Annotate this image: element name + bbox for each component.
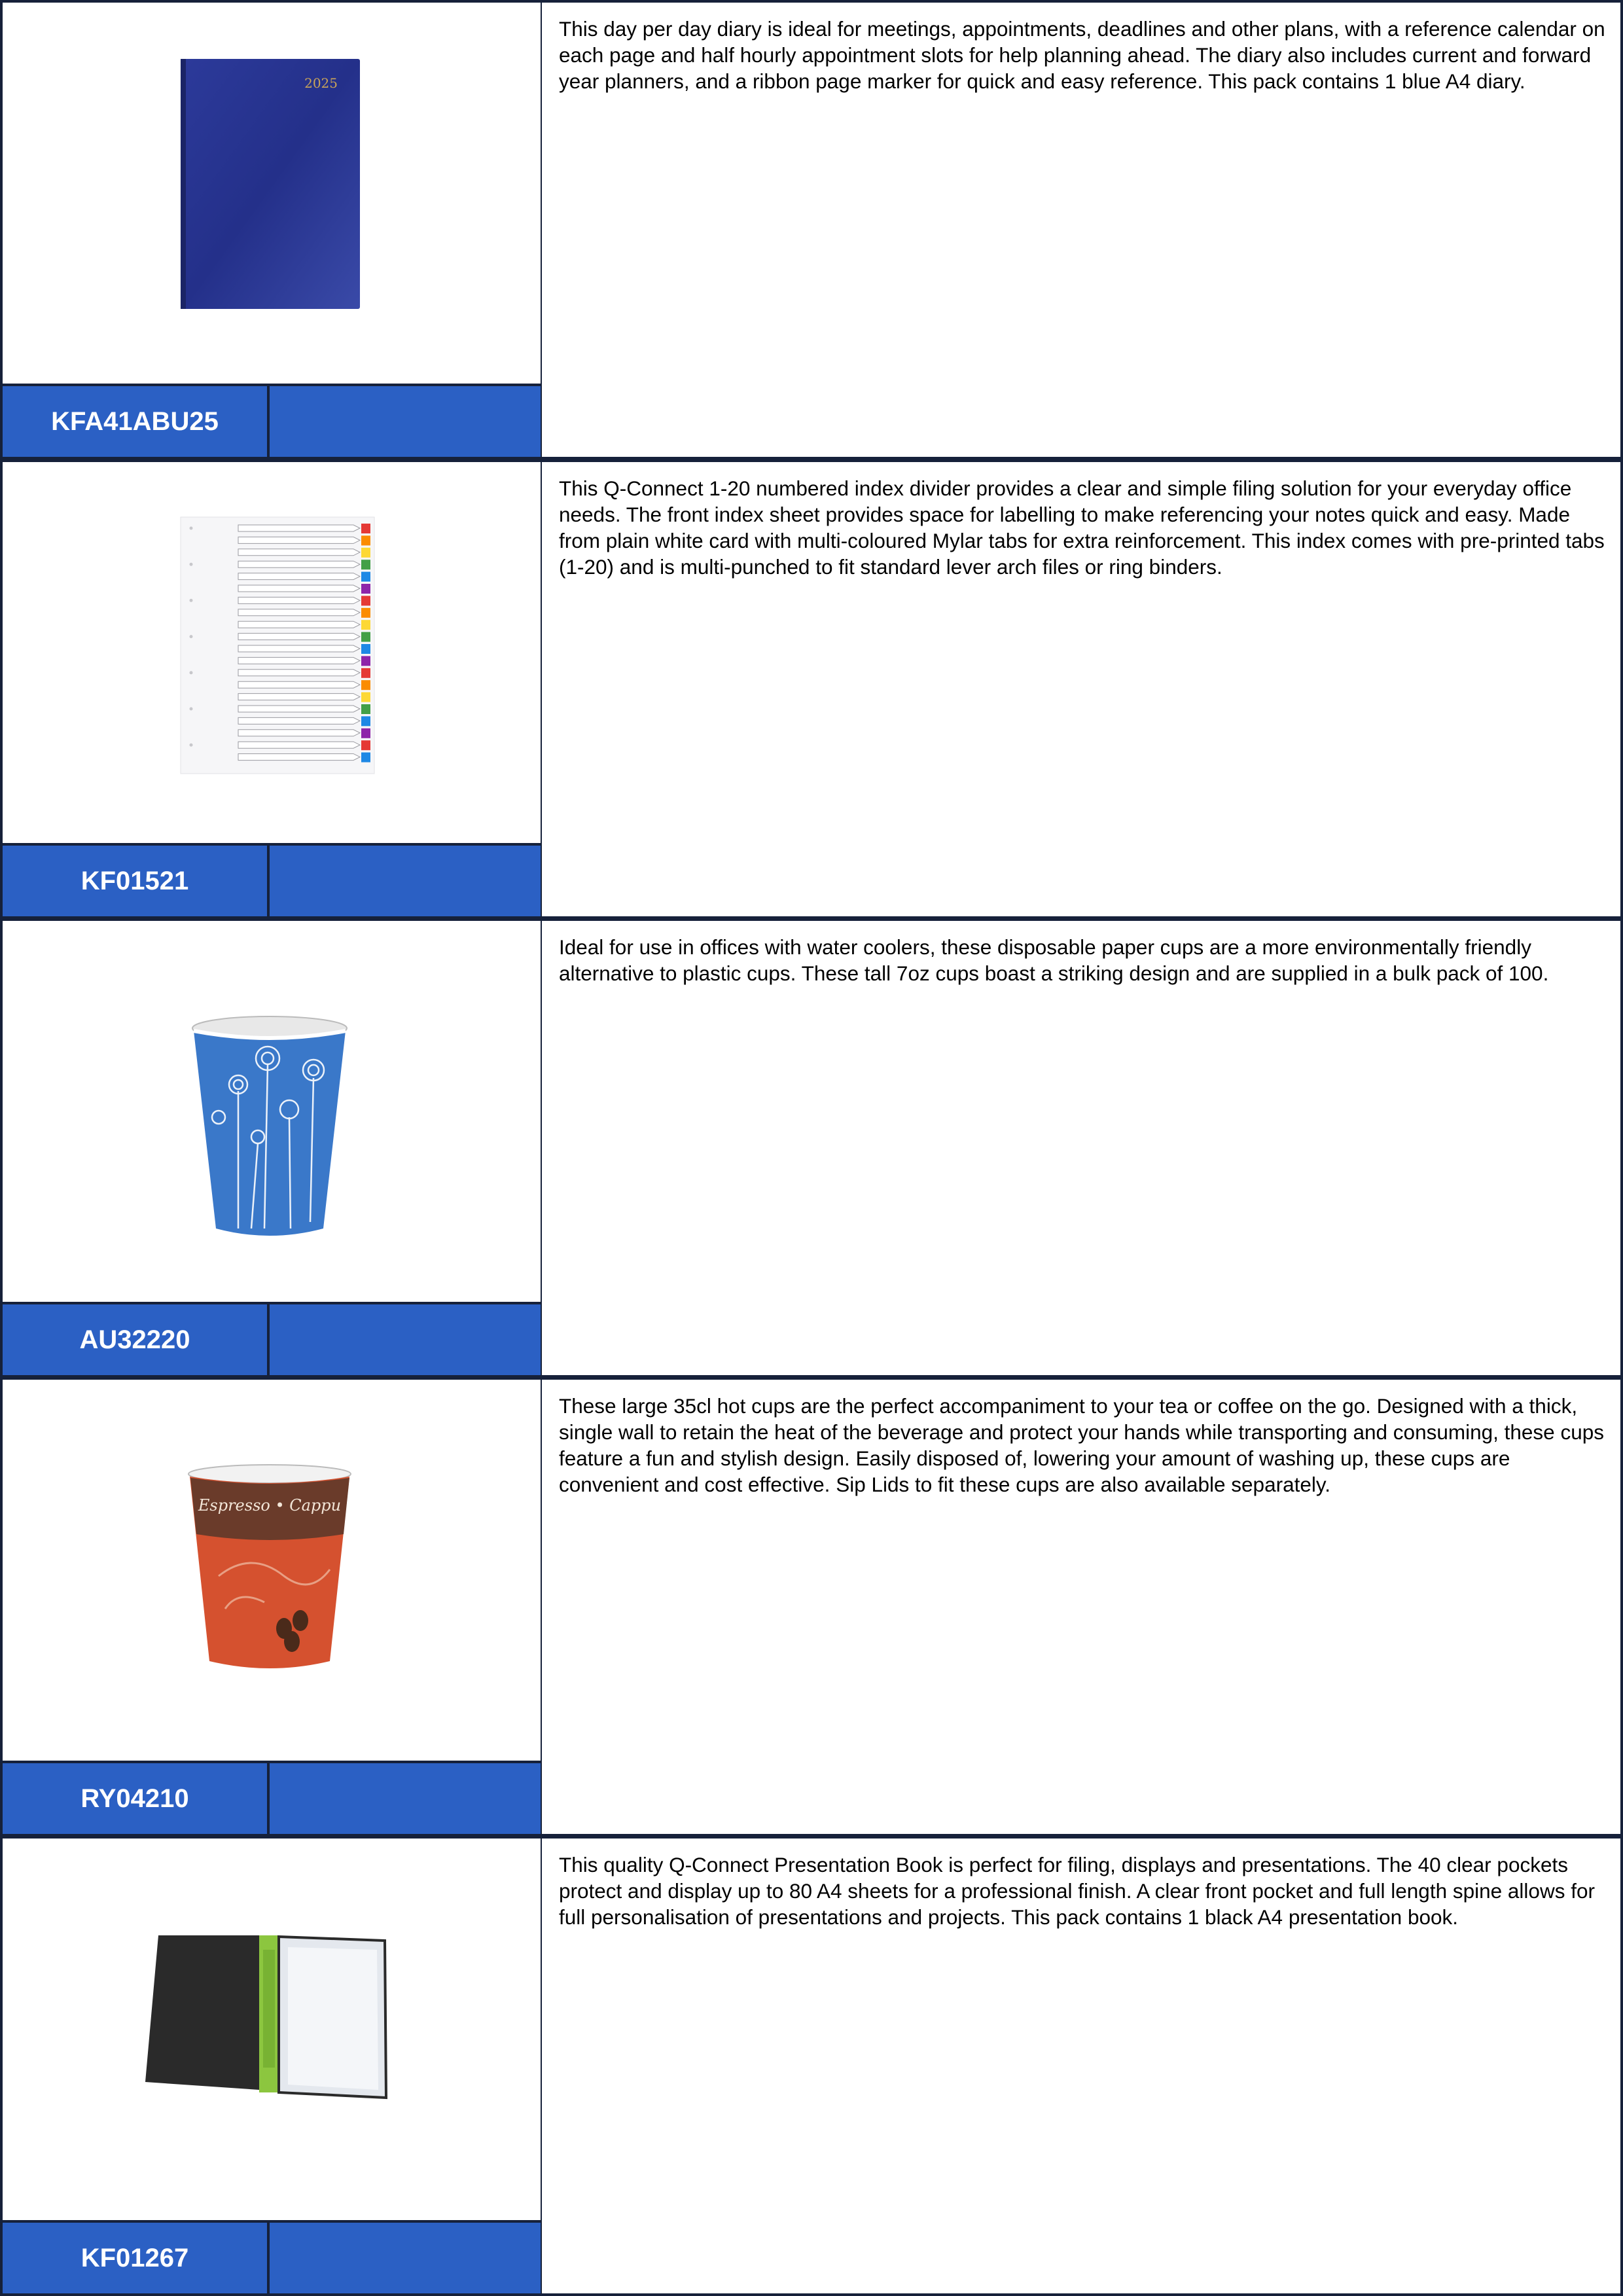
punch-hole [190,671,193,674]
product-image-area [3,462,541,846]
product-description-cell [541,1377,1623,1837]
presentation-book-image [3,1839,539,2222]
product-image-cell [0,1377,542,1837]
divider-row-line [238,609,360,616]
product-description: This Q-Connect 1-20 numbered index divider provides a clear and simple filing solution for your everyday office needs. The front index sheet provides space for labelling to make referencing your notes quick and easy. Made from plain white card with multi-coloured Mylar tabs for extra reinforcement. This index comes with pre-printed tabs (1-20) and is multi-punched to fit standard lever arch files or ring binders. [559,476,1605,579]
product-image-cell [0,459,542,919]
divider-row-line [238,657,360,664]
divider-tab [361,753,370,762]
punch-hole [190,527,193,530]
hot-cup-image [3,1380,539,1763]
divider-row-line [238,561,360,567]
product-code-bar [3,1761,541,1834]
product-code-bar [3,2220,541,2293]
product-image-area [3,921,541,1304]
divider-row-line [238,717,360,724]
product-code: KF01267 [3,2223,270,2293]
divider-tab [361,608,370,618]
punch-hole [190,744,193,747]
product-image-cell [0,1836,542,2296]
product-description: This day per day diary is ideal for meetings, appointments, deadlines and other plans, with a reference calendar on each page and half hourly appointment slots for help planning ahead. The diary also includes current and forward year planners, and a ribbon page marker for quick and easy reference. This pack contains 1 blue A4 diary. [559,17,1605,93]
product-description-cell [541,918,1623,1378]
product-code-bar [3,1302,541,1375]
divider-row-line [238,706,360,712]
paper-cup-image [3,921,539,1304]
divider-row-line [238,742,360,748]
divider-row-line [238,549,360,556]
divider-row-line [238,694,360,700]
product-image-cell [0,0,542,459]
divider-tab [361,668,370,678]
divider-tab [361,692,370,702]
divider-tab [361,740,370,750]
punch-hole [190,563,193,566]
divider-tab [361,584,370,594]
product-code-bar [3,384,541,457]
product-description: Ideal for use in offices with water coolers, these disposable paper cups are a more environmentally friendly alternative to plastic cups. These tall 7oz cups boast a striking design and are supplied in a bulk pack of 100. [559,935,1549,985]
divider-tab [361,632,370,642]
divider-tab [361,535,370,545]
divider-tab [361,704,370,714]
product-image-area [3,1380,541,1763]
product-image-area [3,3,541,386]
product-row [0,1377,1623,1837]
product-row [0,459,1623,919]
product-image-cell [0,918,542,1378]
divider-tab [361,560,370,569]
product-row [0,918,1623,1378]
divider-row-line [238,681,360,688]
product-code: RY04210 [3,1763,270,1834]
product-code: KF01521 [3,846,270,916]
product-description: These large 35cl hot cups are the perfect accompaniment to your tea or coffee on the go. Designed with a thick, single wall to retain the heat of the beverage and protect your hands while transporting and consuming, these cups feature a fun and stylish design. Easily disposed of, lowering your amount of washing up, these cups are convenient and cost effective. Sip Lids to fit these cups are also available separately. [559,1394,1604,1496]
divider-row-line [238,730,360,736]
divider-tab [361,524,370,533]
divider-tab [361,644,370,654]
divider-tab [361,620,370,630]
punch-hole [190,708,193,711]
divider-row-line [238,621,360,628]
divider-row-line [238,597,360,603]
product-description-cell [541,459,1623,919]
divider-row-line [238,585,360,592]
product-code: KFA41ABU25 [3,386,270,457]
punch-hole [190,599,193,602]
divider-row-line [238,645,360,652]
divider-row-line [238,634,360,640]
product-image-area [3,1839,541,2222]
divider-tab [361,572,370,582]
product-description: This quality Q-Connect Presentation Book is perfect for filing, displays and presentations. The 40 clear pockets protect and display up to 80 A4 sheets for a professional finish. A clear front pocket and full length spine allows for full personalisation of presentations and projects. This pack contains 1 black A4 presentation book. [559,1853,1595,1929]
product-row [0,0,1623,459]
diary-image [3,3,539,386]
divider-tab [361,680,370,690]
diary-year-text: 2025 [304,75,338,91]
product-code: AU32220 [3,1304,270,1375]
divider-row-line [238,525,360,531]
divider-tab [361,596,370,605]
hot-cup-brand-text: Espresso • Cappu [198,1496,342,1515]
divider-row-line [238,537,360,543]
divider-tab [361,656,370,666]
punch-hole [190,635,193,638]
divider-tab [361,548,370,558]
product-row [0,1836,1623,2296]
divider-tab [361,716,370,726]
index-divider-image [3,462,539,846]
product-code-bar [3,843,541,916]
product-description-cell [541,1836,1623,2296]
divider-row-line [238,670,360,676]
divider-row-line [238,754,360,761]
product-description-cell [541,0,1623,459]
divider-row-line [238,573,360,580]
divider-tab [361,728,370,738]
